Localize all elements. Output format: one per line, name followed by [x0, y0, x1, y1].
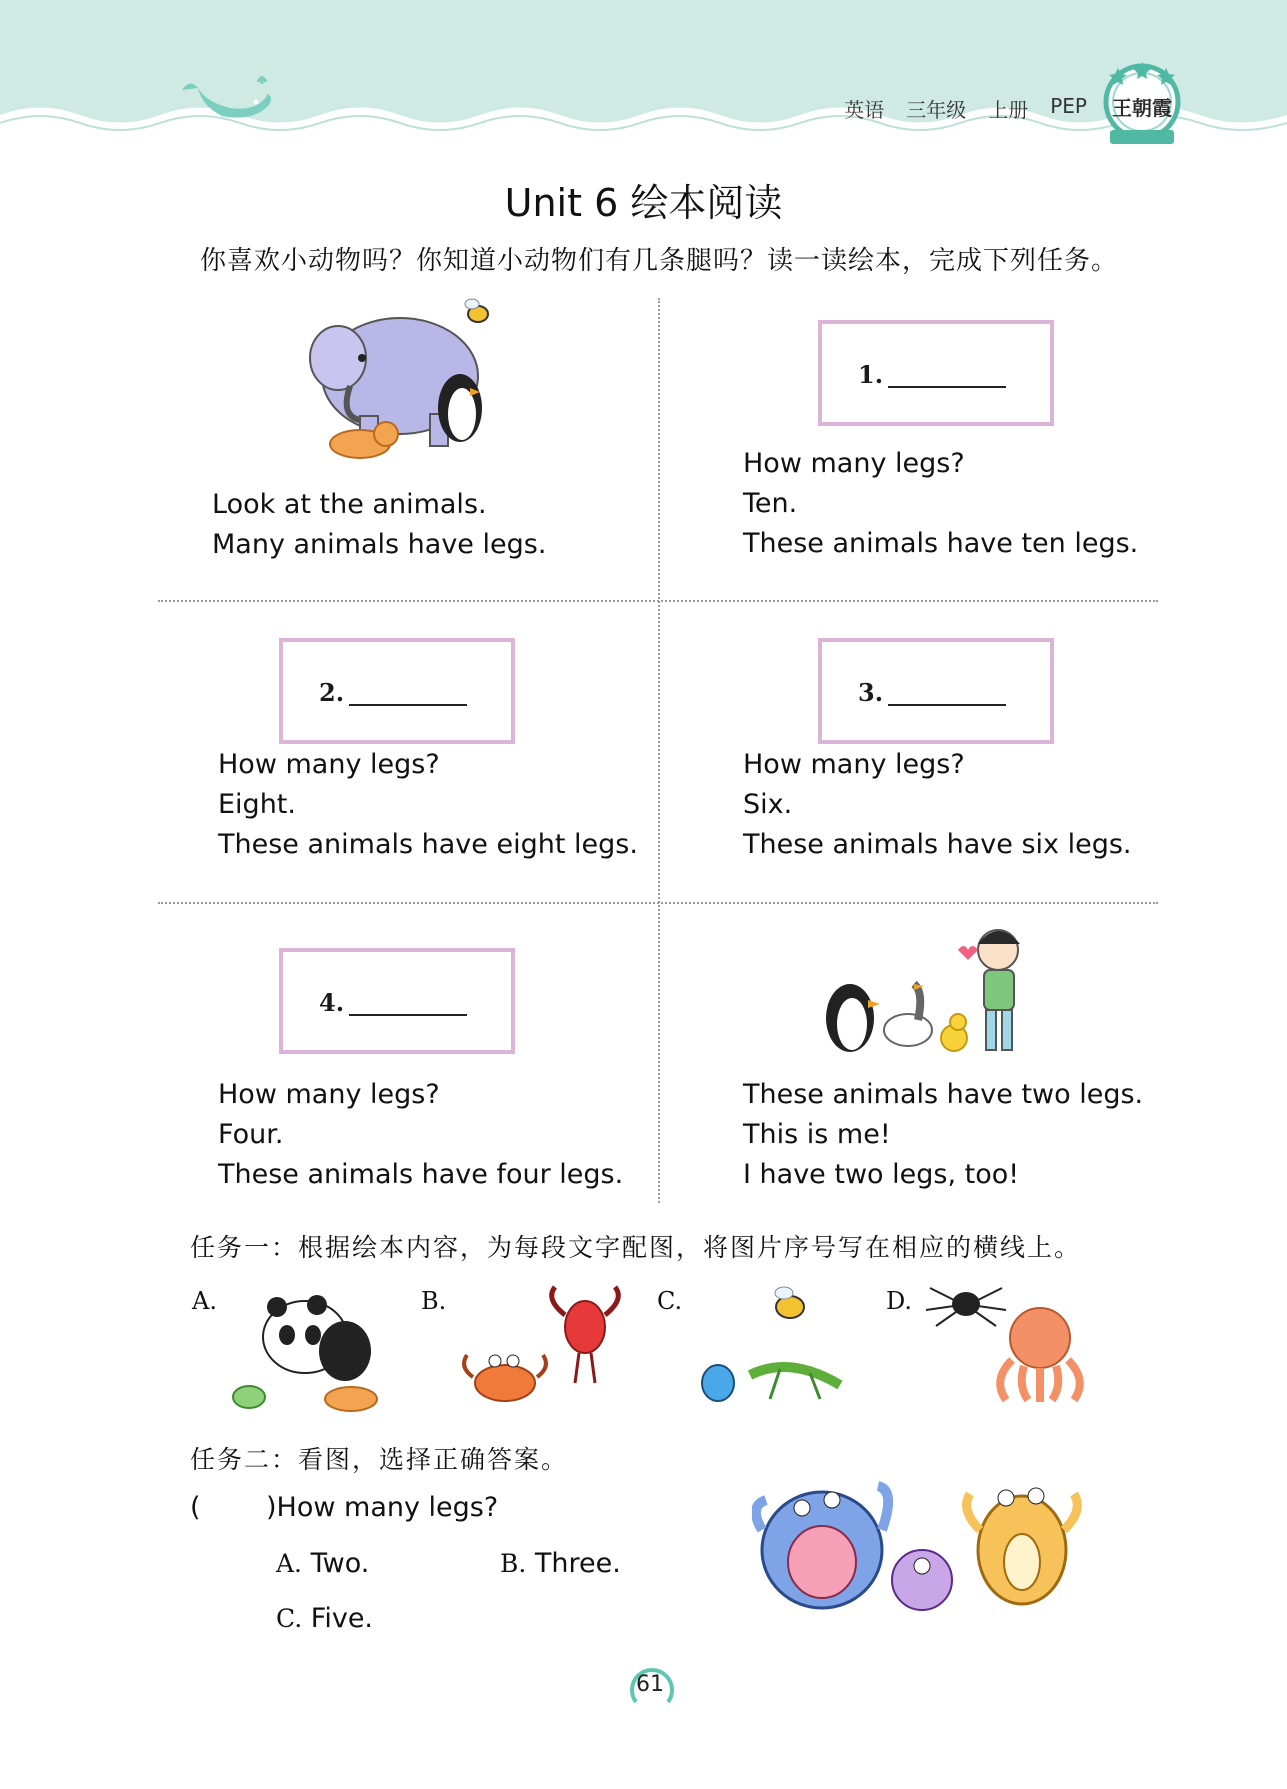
story-line: These animals have eight legs. [218, 829, 638, 860]
task2-instruction: 任务二：看图，选择正确答案。 [190, 1445, 569, 1474]
story-line: Eight. [218, 789, 296, 820]
bee-beetle-grasshopper-image [690, 1285, 860, 1410]
choice-text: Three. [526, 1548, 621, 1579]
story-line: These animals have two legs. [743, 1079, 1144, 1110]
story-line: This is me! [743, 1119, 891, 1150]
story-line: Many animals have legs. [212, 529, 547, 560]
page-number: 61 [636, 1672, 664, 1697]
story-line: I have two legs, too! [743, 1159, 1020, 1190]
answer-box-label: 2. [319, 678, 345, 707]
story-line: These animals have six legs. [743, 829, 1132, 860]
choice-key: B. [500, 1549, 527, 1578]
choice-text: Five. [302, 1603, 374, 1634]
monsters-illustration [752, 1470, 1092, 1620]
brand-name: 王朝霞 [1112, 96, 1172, 120]
story-line: Four. [218, 1119, 284, 1150]
whale-icon [172, 72, 282, 132]
answer-box-1 [818, 320, 1054, 426]
choice-key: A. [276, 1549, 303, 1578]
answer-box-label: 1. [858, 360, 884, 389]
story-line: Six. [743, 789, 793, 820]
option-label-c: C. [657, 1287, 683, 1315]
volume-label: 上册 [988, 98, 1029, 122]
answer-box-label: 4. [319, 988, 345, 1017]
panel-2-text [218, 745, 638, 865]
choice-key: C. [276, 1604, 303, 1633]
book-meta [844, 94, 1087, 123]
answer-blank-task2[interactable] [228, 1490, 268, 1526]
grid-divider-horizontal-2 [158, 902, 1158, 904]
story-line: How many legs? [743, 448, 965, 479]
spider-octopus-image [920, 1280, 1100, 1410]
option-label-d: D. [886, 1287, 913, 1315]
choice-text: Two. [302, 1548, 370, 1579]
elephant-penguin-cat-illustration [290, 296, 510, 466]
answer-blank-3[interactable] [888, 704, 1006, 706]
option-label-a: A. [192, 1287, 217, 1315]
edition-label: PEP [1050, 94, 1087, 118]
task2-question: )How many legs? [266, 1492, 499, 1523]
panda-frog-cat-image [225, 1285, 400, 1415]
answer-paren-open: ( [190, 1492, 201, 1523]
answer-box-3 [818, 638, 1054, 744]
page-title: Unit 6 绘本阅读 [504, 181, 783, 225]
story-line: How many legs? [743, 749, 965, 780]
story-line: Ten. [743, 488, 798, 519]
grade-label: 三年级 [906, 98, 967, 122]
intro-text: 你喜欢小动物吗？你知道小动物们有几条腿吗？读一读绘本，完成下列任务。 [200, 246, 1119, 276]
subject-label: 英语 [844, 98, 885, 122]
answer-blank-1[interactable] [888, 386, 1006, 388]
panel-0-text [212, 485, 546, 565]
crab-lobster-image [455, 1285, 630, 1415]
story-line: These animals have ten legs. [743, 528, 1139, 559]
answer-box-label: 3. [858, 678, 884, 707]
choice-c[interactable] [276, 1603, 373, 1634]
story-line: How many legs? [218, 1079, 440, 1110]
answer-box-2 [279, 638, 515, 744]
task1-instruction: 任务一：根据绘本内容，为每段文字配图，将图片序号写在相应的横线上。 [190, 1233, 1082, 1262]
answer-blank-4[interactable] [349, 1014, 467, 1016]
panel-4-text [218, 1075, 623, 1195]
grid-divider-vertical [658, 298, 660, 1203]
story-line: These animals have four legs. [218, 1159, 624, 1190]
penguin-goose-chick-boy-illustration [818, 920, 1033, 1060]
panel-5-text [743, 1075, 1143, 1195]
choice-b[interactable] [500, 1548, 621, 1579]
answer-box-4 [279, 948, 515, 1054]
story-line: Look at the animals. [212, 489, 487, 520]
story-line: How many legs? [218, 749, 440, 780]
panel-3-text [743, 745, 1132, 865]
grid-divider-horizontal-1 [158, 600, 1158, 602]
answer-blank-2[interactable] [349, 704, 467, 706]
choice-a[interactable] [276, 1548, 369, 1579]
panel-1-text [743, 444, 1138, 564]
option-label-b: B. [421, 1287, 447, 1315]
